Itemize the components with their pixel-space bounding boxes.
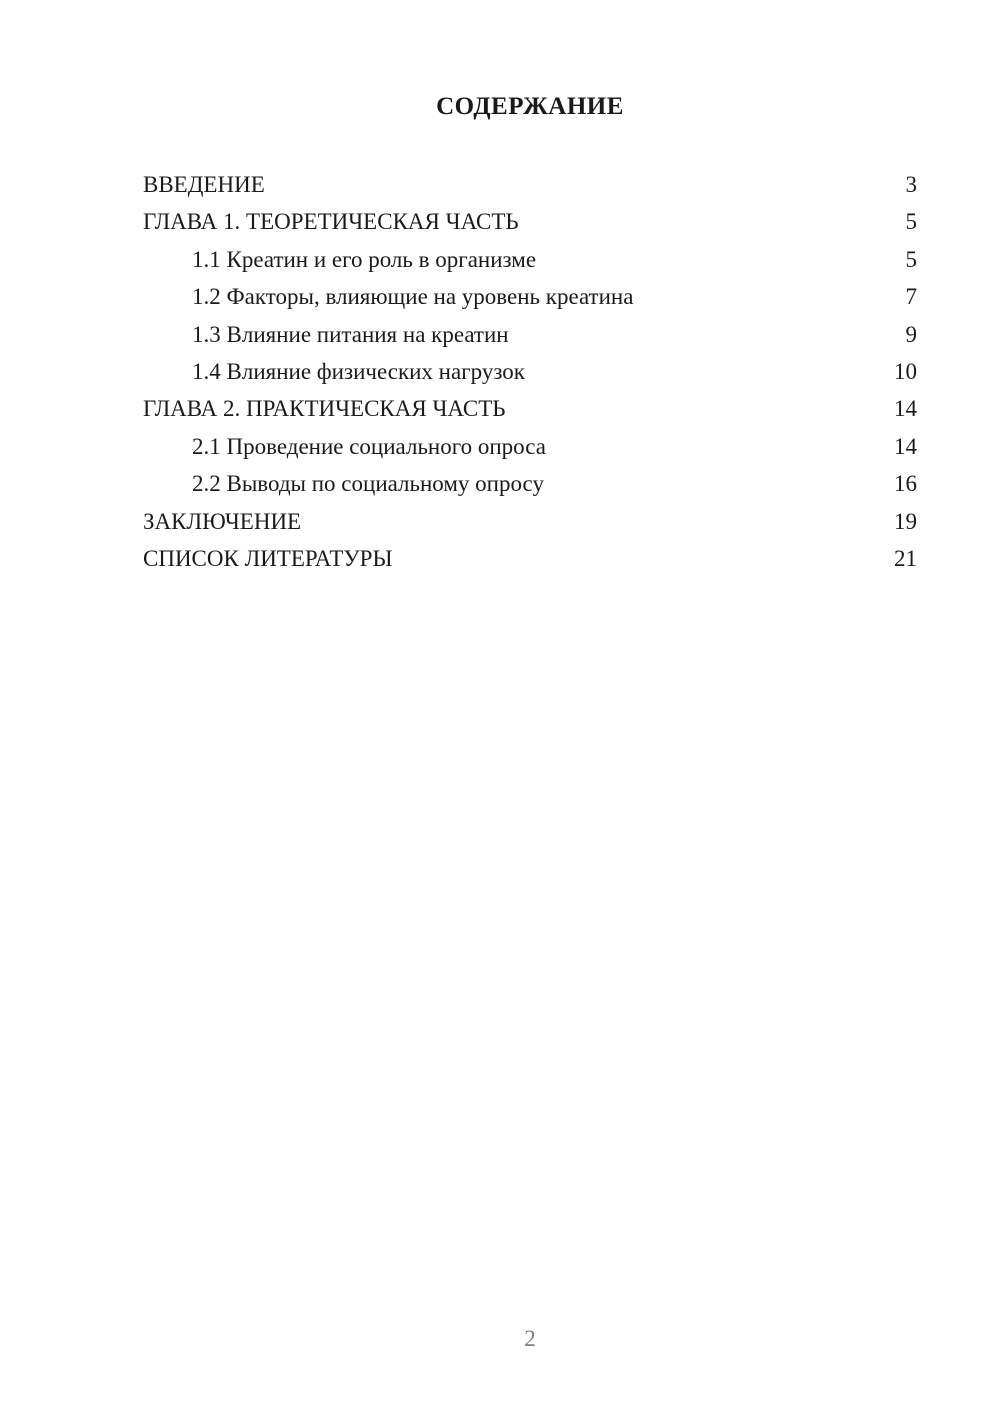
toc-entry-label: 1.3 Влияние питания на креатин [192,321,509,347]
page-title: СОДЕРЖАНИЕ [436,93,624,120]
toc-entry-label: ГЛАВА 1. ТЕОРЕТИЧЕСКАЯ ЧАСТЬ [143,209,519,235]
toc-entry-page-number: 3 [905,172,917,197]
toc-entry-1-3 [143,316,917,353]
toc-entry-page-number: 14 [894,433,917,459]
toc-entry-glava-2 [143,390,917,427]
toc-entry-vvedenie [143,166,917,203]
toc-entry-page-number: 7 [905,284,917,310]
toc-entry-page-number: 16 [894,471,917,497]
toc-entry-1-4 [143,353,917,390]
toc-entry-label: 1.1 Креатин и его роль в организме [192,246,537,272]
toc-entry-page-number: 10 [894,358,917,384]
toc-entry-2-2 [143,465,917,502]
toc-entry-1-2 [143,278,917,315]
toc-entry-label: ГЛАВА 2. ПРАКТИЧЕСКАЯ ЧАСТЬ [143,396,506,422]
toc-entry-page-number: 9 [905,321,917,347]
toc-entry-page-number: 19 [894,508,917,534]
toc-entry-1-1 [143,241,917,278]
content-block [143,93,917,577]
toc-entry-page-number: 14 [894,396,917,422]
toc-entry-label: 2.1 Проведение социального опроса [192,433,546,459]
toc-entry-page-number: 5 [905,209,917,235]
toc-entry-label: ВВЕДЕНИЕ [143,172,265,197]
toc-entry-2-1 [143,428,917,465]
footer-page-number: 2 [524,1326,536,1351]
toc-entry-zaklyuchenie [143,503,917,540]
toc-entry-label: 2.2 Выводы по социальному опросу [192,471,544,497]
toc-entry-page-number: 21 [894,545,917,571]
toc-entry-label: 1.2 Факторы, влияющие на уровень креатина [192,284,634,310]
toc-entry-page-number: 5 [905,246,917,272]
toc-entry-label: СПИСОК ЛИТЕРАТУРЫ [143,545,393,571]
toc-entry-spisok-literatury [143,540,917,577]
toc-entry-label: ЗАКЛЮЧЕНИЕ [143,508,302,534]
toc-entry-glava-1 [143,203,917,240]
table-of-contents [143,166,917,577]
toc-entry-label: 1.4 Влияние физических нагрузок [192,358,525,384]
